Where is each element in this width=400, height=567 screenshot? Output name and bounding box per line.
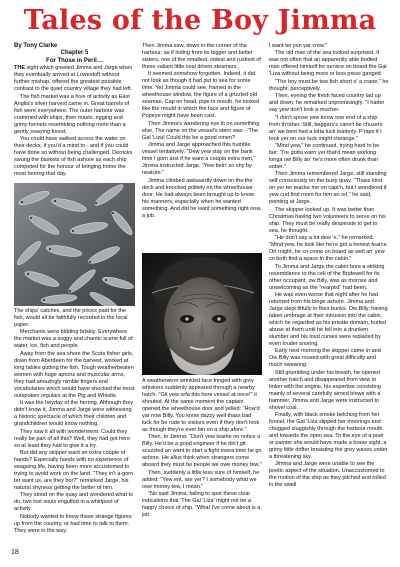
paragraph: They saw it all with wonderment. Could they really be part of all this? Well, they had got here so at least they had to give it a try.: [14, 428, 131, 449]
drop-lead-word: THE: [14, 65, 25, 72]
paragraph: "I don't spose yew know one end of a ship from th'other. Still, beggars's cann't be chusers an' we bent hed a lotta luck learlerly. P'raps if I took yer on our luck might cheange.": [269, 114, 383, 142]
paragraph: It seemed somehow forgotten. Indeed, it did not look as though it had put to sea for some time. Yet Jimma could see, framed in the wheelhouse window, the figure of a grizzled old seaman. Cap on head, pipe in mouth, he looked like the mould in which the face and figure of Popeye might have been cast.: [142, 71, 260, 120]
paragraph: The fish market was a hive of activity as East Anglia's silver harvest came in. Great barrels of fish were everywhere. The outer harbour was crammed with ships, their masts, rigging and grimy funnels resembling nothing more than a gently swaying forest.: [14, 93, 130, 135]
paragraph: The old man of the sea looked surprised. It was not often that an apparently able bodied man offered himself for service on board the Gal 'Liza without being more or less press ganged.: [269, 50, 387, 78]
paragraph: It was the heyday of the herring. Although they didn't know it, Jimma and Jarge were witnessing a historic spectacle of which their children and grandchildren would know nothing.: [14, 400, 134, 428]
paragraph: THE sight which greeted Jimma and Jarge when they eventually arrived at Lowestoft without further mishap, offered the greatest possible contrast to the quiet country village they had left.: [14, 65, 133, 93]
paragraph: Then Jimma remembered Jarge, still standing self consciously on the busy quay. "Thass kind on yer ter teacke me on capt'n, but I wondered if yew cud find room for him an orl," he said, pointing at Jarge.: [269, 171, 387, 206]
paragraph: "The boy must be tew fish short o' a crane," he thought, perceptively.: [269, 78, 389, 92]
fish-pile-image: [14, 183, 135, 306]
paragraph: I want ter join yar crew.": [269, 43, 328, 49]
article-column-2: [142, 43, 262, 220]
article-column-2-continued: [142, 378, 262, 520]
paragraph: He was even worse that night after he had returned from his binge ashore. Jimma and Jarge slept fitfully in their bunks. Ow Billy, having taken umbrage at their intrusion into the cabin, which he regarded as his private domain, hurled abuse at them until he fell into a drunken slumber and his loud curses were replaced by even louder snoring.: [269, 291, 388, 347]
old-man-portrait-image: [142, 253, 262, 375]
paragraph: Jimma and Jarge were unable to see the poetic aspect of the situation. Unaccustomed to the motion of the ship as they pitched and rolled in the swell: [269, 461, 386, 489]
article-title: Tales of the Boy Jimma: [23, 5, 377, 36]
paragraph: Then, to Jimma: "Don't yew tearke no notice a Billy. He'd be a good engineer if he din't git scuzzled an want to start a fight evera time he go ashore. He allus think when strangers come aboard they must be people we owe money tew.": [142, 434, 262, 469]
paragraph: Early next morning the skipper came in and Ow Billy was roused with great difficulty and much swearing.: [269, 348, 381, 369]
paragraph: The skipper looked up. It was better than Christmas having two volunteers to serve on his ship. They must be really desperate to get to sea, he thought.: [269, 206, 386, 234]
paragraph: Then, eyeing the fresh faced country lad up and down, he remarked unpromisingly: "I hatter say yew don't look a mucher.: [269, 93, 385, 114]
paragraph: You could have walked across the water on their decks, if you'd a mind to - and if you could have done so without being challenged. Derricks swung the baskets of fish ashore as each ship competed for the honour of bringing home the most herring that day.: [14, 135, 133, 177]
paragraph: Jimma climbed awkwardly down on the the deck and knocked politely on the wheelhouse door. He had always been brought up to know his manners, especially when he wanted something. And did he want something right now, a job.: [142, 177, 262, 219]
paragraph: Then Jimma's wandering eye lit on something else. The name on the vessel's stern was - 'The Gal 'Liza! Could this be a good omen?: [142, 120, 260, 141]
chapter-heading: Chapter 5: [60, 50, 89, 57]
paragraph: "Mind yew," he continued, trying hard to be fair: "I're gotta warn yer that'd mean working longa ow Billy an' he's more often drunk than sober.": [269, 142, 380, 170]
paragraph: Jimma and Jarge approached this humble vessel tentatively. "Dew yew stay on the bank time I gorn arst if he want a coupla extra men," Jimma instructed Jarge. "Yew bein' so shy by neature.": [142, 142, 256, 177]
paragraph: A weatherworn wrinkled face fringed with grey whiskers suddenly appeared through a nearby hatch. "Git yew orfa this here vessel at once!" it shouted. At the same moment the captain opened the wheelhouse door and yelled: "How'd yar now Billy. You know dazzy well thass bad luck fer be rude to visitors even if they don't look as though they're ever bin on a ship afore.": [142, 378, 260, 433]
paragraph: Then Jimma saw, down in the corner of the harbour, as if hiding from its bigger and better sisters, one of the smallest, oldest and rustiest of these valiant little coal driven steamers.: [142, 43, 261, 70]
chapter-subtitle: For Those in Peril…: [46, 57, 103, 64]
byline: By Tony Clarke: [14, 43, 58, 49]
paragraph: Finally, with black smoke belching from her funnel, the Gal 'Liza slipped her moorings and chugged sluggishly through the harbour mouth and towards the open sea. To the eye of a poet or painter she would have made a brave sight, a grimy little drifter breasting the grey waves under a threatening sky.: [269, 412, 388, 461]
paragraph: Away from the sea shore the Scots fisher girls, down from Aberdeen for the harvest, worked at long tables gutting the fish. Tough weatherbeaten women with huge aprons and muscular arms, they had amazingly nimble fingers and vocabularies which would have shocked the most outspoken regulars at the Pig and Whistle.: [14, 350, 135, 399]
paragraph: Still grumbling under his breath, he opened another hatch and disappeared from view to tinker with the engine, his expertise consisting mainly of several carefully aimed blows with a hammer. Jimma and Jarge were instructed to shovel coal.: [269, 369, 381, 411]
paragraph: They stood on the quay and wondered what to do, two lost souls engulfed in a whirlpool of activity.: [14, 492, 134, 513]
paragraph: But did any skipper want an extra couple of hands? Especially hands with no experience of seagoing life, having been more accustomed to trying to avoid work on the land. "They in't a-gorn ter want us, are they bor?" remarked Jarge, his natural shyness getting the better of him.: [14, 449, 134, 491]
paragraph: Then, suddenly a little less sure of himself, he added: "Yew ent, are yer? I somebody what we owe money tew, I mean.": [142, 469, 260, 490]
page-number: 18: [11, 549, 19, 556]
paragraph: Nobody wanted to know these strange figures up from the country, or had time to talk to them. They were in the way.: [14, 513, 132, 534]
fisherman-portrait-photo: [142, 253, 262, 375]
article-column-1: [14, 43, 135, 178]
article-column-1-continued: [14, 308, 135, 535]
paragraph: To Jimma and Jarge the cabin bore a striking resemblance to the cell of the Bridewell for its other occupant, ow Billy, was as morose and unwelcoming as the "rearpist" had been.: [269, 263, 385, 291]
paragraph: "He dun't say a lot dew 'e," he remarked. "Mind yew, he look like he're got a honest fearce. Orl roight, he cn come on board as well an' yew cn both find a space in the cabin.": [269, 235, 389, 263]
paragraph: "No said Jimma, failing to spot these clear indications that 'The Gal 'Liza' might not be a happy choice of ship. "What I've come about is a job.: [142, 491, 261, 519]
paragraph: The ships' catches, and the prices paid for the fish, would all be faithfully recorded in the local paper.: [14, 308, 128, 328]
herring-catch-photo: [14, 183, 135, 306]
paragraph: Merchants were bidding briskly. Everywhere the market was a soggy and chaotic scene full of water, ice, fish and people.: [14, 329, 133, 350]
article-column-3: [269, 43, 389, 490]
